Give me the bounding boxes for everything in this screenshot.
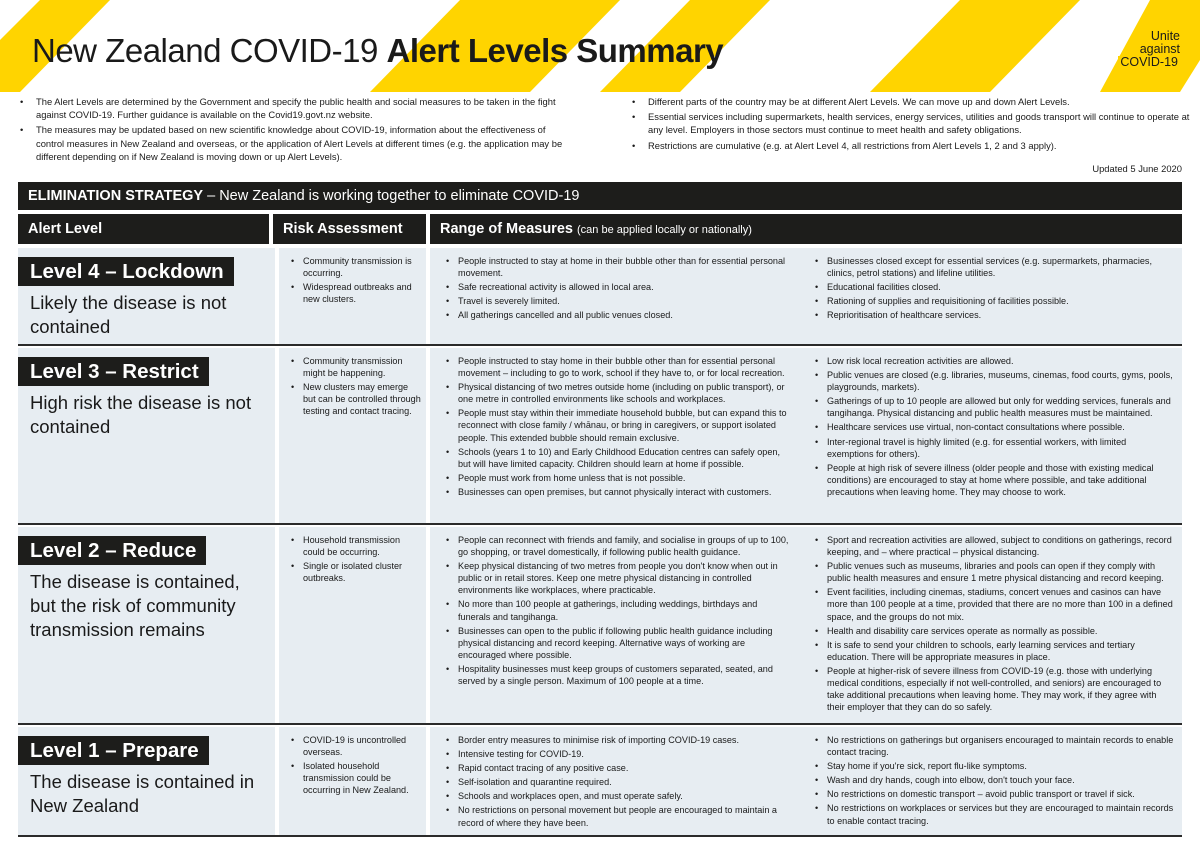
level-cell (18, 348, 271, 523)
measure-item: • No restrictions on workplaces or services but they are encouraged to maintain records to enable contact tracing. (813, 802, 1175, 826)
strategy-bold: ELIMINATION STRATEGY (28, 188, 204, 204)
logo-line2: against (1139, 42, 1180, 56)
measure-item: • No restrictions on domestic transport – avoid public transport or travel if sick. (813, 788, 1175, 800)
risk-item: • Community transmission is occurring. (289, 255, 422, 279)
measure-item: • People at high risk of severe illness (older people and those with existing medical conditions) are encouraged to stay at home where possible, and take additional precautions when leaving home. They may choose to work. (813, 462, 1175, 498)
level-cell (18, 727, 271, 835)
level-title: Level 1 – Prepare (18, 736, 209, 765)
risk-item: • Household transmission could be occurring. (289, 534, 422, 558)
measure-item: • People can reconnect with friends and family, and socialise in groups of up to 100, go shopping, or travel domestically, if following public health guidance. (444, 534, 792, 558)
title-bold: Alert Levels Summary (386, 32, 724, 69)
intro-left-item: • The measures may be updated based on new scientific knowledge about COVID-19, information about the effectiveness of control measures in New Zealand and overseas, or the application of Alert Levels at different times (e.g. the application may be different depending on if New Zealand is moving down or up Alert Levels). (18, 123, 566, 163)
level-row (18, 527, 1182, 725)
level-title: Level 3 – Restrict (18, 357, 209, 386)
measures-column-a (444, 534, 792, 689)
measures-column-a (444, 734, 792, 831)
risk-item: • Single or isolated cluster outbreaks. (289, 560, 422, 584)
measure-item: • Stay home if you're sick, report flu-like symptoms. (813, 760, 1175, 772)
measures-cell (430, 727, 1182, 835)
measures-cell (430, 248, 1182, 344)
intro-left-item: • The Alert Levels are determined by the Government and specify the public health and social measures to be taken in the fight against COVID-19. Further guidance is available on the Covid19.govt.nz website. (18, 95, 566, 121)
measure-item: • People instructed to stay at home in their bubble other than for essential personal movement. (444, 255, 792, 279)
measure-item: • Health and disability care services operate as normally as possible. (813, 625, 1175, 637)
level-row (18, 727, 1182, 837)
risk-item: • COVID-19 is uncontrolled overseas. (289, 734, 422, 758)
level-row (18, 348, 1182, 525)
elimination-strategy-banner (18, 182, 1182, 210)
measure-item: • Physical distancing of two metres outside home (including on public transport), or one metre in controlled environments like schools and workplaces. (444, 381, 792, 405)
measure-item: • Reprioritisation of healthcare services. (813, 309, 1175, 321)
risk-cell (275, 348, 430, 523)
intro-right-item: • Different parts of the country may be at different Alert Levels. We can move up and down Alert Levels. (630, 95, 1190, 108)
risk-cell (275, 248, 430, 344)
measure-item: • Intensive testing for COVID-19. (444, 748, 792, 760)
measures-cell (430, 348, 1182, 523)
measures-column-b (813, 534, 1175, 715)
intro-left (18, 95, 566, 165)
measure-item: • No restrictions on gatherings but organisers encouraged to maintain records to enable contact tracing. (813, 734, 1175, 758)
updated-date: Updated 5 June 2020 (1092, 163, 1182, 174)
measure-item: • Low risk local recreation activities are allowed. (813, 355, 1175, 367)
measure-item: • People instructed to stay home in their bubble other than for essential personal movement – including to go to work, school if they have to, or for local recreation. (444, 355, 792, 379)
measure-item: • No more than 100 people at gatherings, including weddings, birthdays and funerals and tangihanga. (444, 598, 792, 622)
measure-item: • Schools (years 1 to 10) and Early Childhood Education centres can safely open, but will have limited capacity. Children should learn at home if possible. (444, 446, 792, 470)
measures-column-b (813, 355, 1175, 500)
measure-item: • Healthcare services use virtual, non-contact consultations where possible. (813, 421, 1175, 433)
logo-line1: Unite (1150, 29, 1180, 43)
col-range-of-measures: Range of Measures (can be applied locally or nationally) (430, 214, 1182, 244)
level-description: The disease is contained in New Zealand (30, 771, 255, 816)
measure-item: • Businesses can open premises, but cannot physically interact with customers. (444, 486, 792, 498)
measure-item: • Rationing of supplies and requisitioning of facilities possible. (813, 295, 1175, 307)
measure-item: • Self-isolation and quarantine required. (444, 776, 792, 788)
measure-item: • Public venues such as museums, libraries and pools can open if they comply with public health measures and ensure 1 metre physical distancing and record keeping. (813, 560, 1175, 584)
measure-item: • Wash and dry hands, cough into elbow, don't touch your face. (813, 774, 1175, 786)
title-light: New Zealand COVID-19 (32, 32, 378, 69)
level-cell (18, 527, 271, 723)
measure-item: • Schools and workplaces open, and must operate safely. (444, 790, 792, 802)
unite-against-covid-logo (1118, 30, 1180, 69)
measures-column-a (444, 255, 792, 323)
col-alert-level: Alert Level (18, 214, 269, 244)
risk-item: • Community transmission might be happening. (289, 355, 422, 379)
range-note: (can be applied locally or nationally) (577, 224, 752, 236)
measure-item: • Travel is severely limited. (444, 295, 792, 307)
risk-cell (275, 527, 430, 723)
measure-item: • Public venues are closed (e.g. libraries, museums, cinemas, food courts, gyms, pools, playgrounds, markets). (813, 369, 1175, 393)
intro-right-item: • Essential services including supermarkets, health services, energy services, utilities and goods transport will continue to operate at any level. Employers in those sectors must continue to meet health and safety obligations. (630, 110, 1190, 136)
measure-item: • Border entry measures to minimise risk of importing COVID-19 cases. (444, 734, 792, 746)
measure-item: • Keep physical distancing of two metres from people you don't know when out in public or in retail stores. Keep one metre physical distancing in controlled environments like workplaces, where practicable. (444, 560, 792, 596)
measure-item: • Educational facilities closed. (813, 281, 1175, 293)
col-risk-assessment: Risk Assessment (273, 214, 426, 244)
measure-item: • People must stay within their immediate household bubble, but can expand this to reconnect with close family / whānau, or bring in caregivers, or support isolated people. This extended bubble should remain exclusive. (444, 407, 792, 443)
measure-item: • People at higher-risk of severe illness from COVID-19 (e.g. those with underlying medical conditions, especially if not well-controlled, and seniors) are encouraged to take additional precautions when leaving home. They may work, if they agree with their employer that they can do so safely. (813, 665, 1175, 713)
measure-item: • Businesses closed except for essential services (e.g. supermarkets, pharmacies, clinics, petrol stations) and lifeline utilities. (813, 255, 1175, 279)
level-row (18, 248, 1182, 346)
measure-item: • Hospitality businesses must keep groups of customers separated, seated, and served by a single person. Maximum of 100 people at a time. (444, 663, 792, 687)
strategy-rest: – New Zealand is working together to eliminate COVID-19 (203, 188, 580, 204)
measure-item: • Gatherings of up to 10 people are allowed but only for wedding services, funerals and tangihanga. Physical distancing and public health measures must be maintained. (813, 395, 1175, 419)
level-title: Level 4 – Lockdown (18, 257, 234, 286)
risk-item: • Isolated household transmission could be occurring in New Zealand. (289, 760, 422, 796)
measure-item: • Safe recreational activity is allowed in local area. (444, 281, 792, 293)
measure-item: • Sport and recreation activities are allowed, subject to conditions on gatherings, record keeping, and – where practical – physical distancing. (813, 534, 1175, 558)
level-cell (18, 248, 271, 344)
measures-column-a (444, 355, 792, 500)
measure-item: • It is safe to send your children to schools, early learning services and tertiary education. There will be appropriate measures in place. (813, 639, 1175, 663)
intro-right (630, 95, 1190, 154)
measures-column-b (813, 255, 1175, 323)
measure-item: • No restrictions on personal movement but people are encouraged to maintain a record of where they have been. (444, 804, 792, 828)
level-description: Likely the disease is not contained (30, 292, 227, 337)
intro-right-item: • Restrictions are cumulative (e.g. at Alert Level 4, all restrictions from Alert Levels 1, 2 and 3 apply). (630, 139, 1190, 152)
measure-item: • People must work from home unless that is not possible. (444, 472, 792, 484)
level-description: The disease is contained, but the risk of community transmission remains (30, 571, 240, 640)
page-title (32, 32, 723, 70)
measure-item: • All gatherings cancelled and all public venues closed. (444, 309, 792, 321)
measures-cell (430, 527, 1182, 723)
measure-item: • Event facilities, including cinemas, stadiums, concert venues and casinos can have more than 100 people at a time, provided that there are no more than 100 in a defined space, and the groups do not mix. (813, 586, 1175, 622)
risk-item: • New clusters may emerge but can be controlled through testing and contact tracing. (289, 381, 422, 417)
measures-column-b (813, 734, 1175, 829)
measure-item: • Inter-regional travel is highly limited (e.g. for essential workers, with limited exemptions for others). (813, 436, 1175, 460)
table-header (18, 214, 1182, 244)
risk-cell (275, 727, 430, 835)
measure-item: • Businesses can open to the public if following public health guidance including physical distancing and record keeping. Alternative ways of working are encouraged where possible. (444, 625, 792, 661)
level-title: Level 2 – Reduce (18, 536, 206, 565)
measure-item: • Rapid contact tracing of any positive case. (444, 762, 792, 774)
risk-item: • Widespread outbreaks and new clusters. (289, 281, 422, 305)
logo-line3: COVID-19 (1120, 55, 1178, 69)
level-description: High risk the disease is not contained (30, 392, 252, 437)
